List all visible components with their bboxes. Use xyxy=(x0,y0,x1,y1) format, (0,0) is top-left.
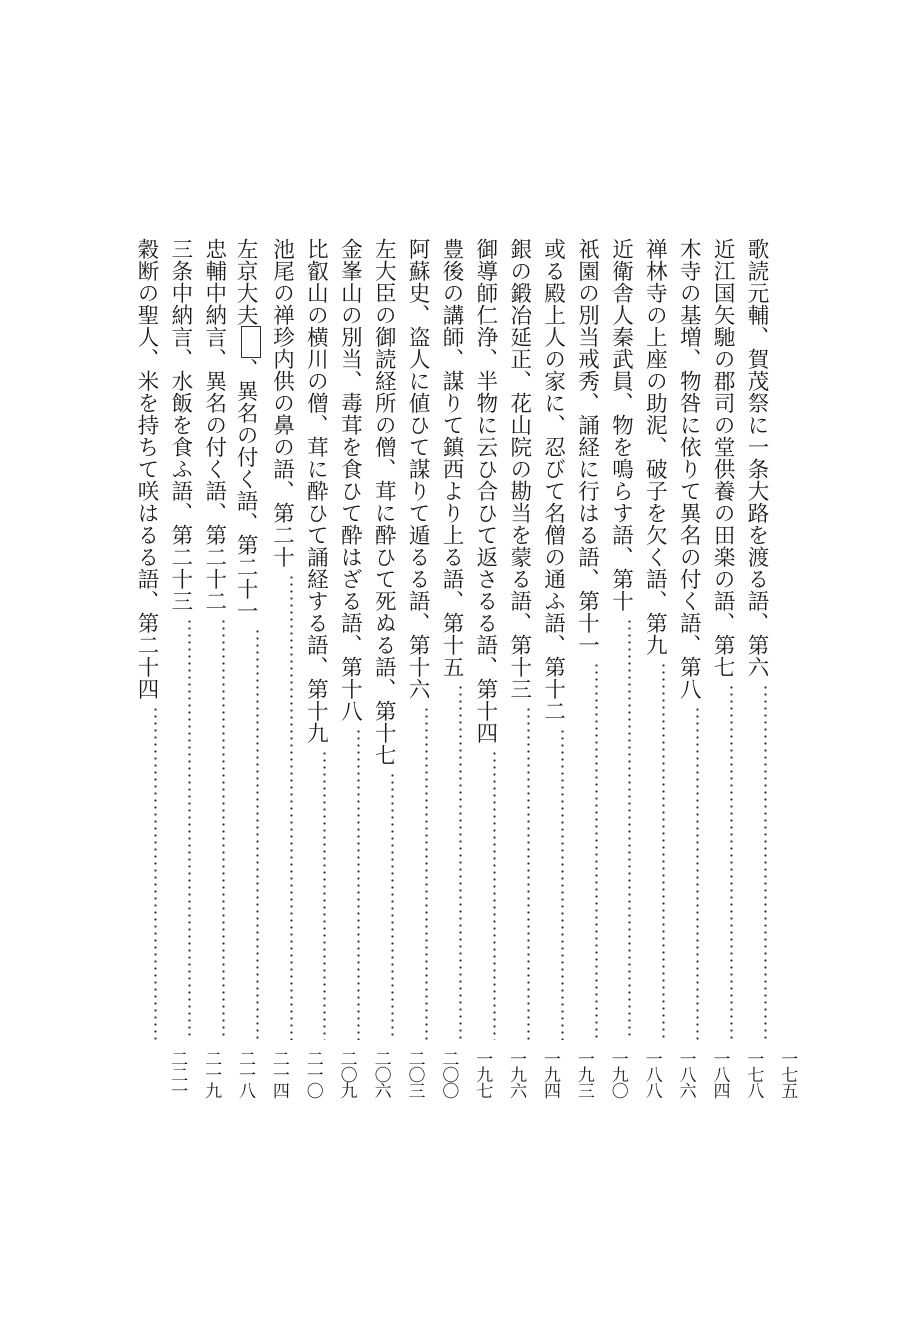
toc-entry-title: 左大臣の御読経所の僧、茸に酔ひて死ぬる語、第十七 xyxy=(371,238,397,766)
toc-entry-page: 一七五 xyxy=(777,1050,798,1098)
toc-entry-title: 祇園の別当戒秀、誦経に行はる語、第十一 xyxy=(574,238,600,656)
toc-entry-page: 一九七 xyxy=(472,1050,493,1098)
toc-entry-title: 木寺の基増、物咎に依りて異名の付く語、第八 xyxy=(676,238,702,700)
dot-leader xyxy=(338,722,361,1050)
dot-leader xyxy=(711,678,734,1050)
toc-entry-title: 御導師仁浄、半物に云ひ合ひて返さるる語、第十四 xyxy=(472,238,498,744)
toc-entry-title: 銀の鍛冶延正、花山院の勘当を蒙る語、第十三 xyxy=(506,238,532,700)
toc-entry-title: 三条中納言、水飯を食ふ語、第二十三 xyxy=(167,238,193,612)
toc-entry-page: 一九六 xyxy=(506,1050,527,1098)
dot-leader xyxy=(270,568,293,1050)
toc-entry-page: 二一八 xyxy=(235,1050,255,1098)
dot-leader xyxy=(372,766,395,1050)
toc-entry-page: 一八四 xyxy=(709,1050,730,1098)
toc-entry-page: 一九三 xyxy=(573,1050,594,1098)
toc-entry-page: 二〇九 xyxy=(336,1050,357,1098)
toc-entry-title: 歌読元輔、賀茂祭に一条大路を渡る語、第六 xyxy=(744,238,769,678)
dot-leader xyxy=(473,744,496,1050)
table-of-contents xyxy=(133,238,798,1098)
toc-entry-title: 或る殿上人の家に、忍びて名僧の通ふ語、第十二 xyxy=(540,238,566,722)
dot-leader xyxy=(609,612,632,1050)
toc-entry-title: 阿蘇史、盗人に値ひて謀りて遁るる語、第十六 xyxy=(405,238,431,700)
dot-leader xyxy=(745,678,768,1050)
toc-entry-page: 一九〇 xyxy=(607,1050,628,1098)
toc-entry-title xyxy=(234,238,262,622)
toc-entry-title: 近衛舎人秦武員、物を鳴らす語、第十 xyxy=(608,238,634,612)
dot-leader xyxy=(677,700,700,1050)
toc-entry-title: 禅林寺の上座の助泥、破子を欠く語、第九 xyxy=(642,238,668,656)
toc-entry-page: 一九四 xyxy=(540,1050,561,1098)
toc-entry-page: 二〇〇 xyxy=(438,1050,459,1098)
toc-entry-page: 二一〇 xyxy=(302,1050,323,1098)
dot-leader xyxy=(304,744,327,1050)
toc-entry[interactable] xyxy=(744,238,798,1098)
dot-leader xyxy=(168,612,191,1050)
toc-entry-page: 二〇六 xyxy=(370,1050,391,1098)
toc-entry-page: 二一九 xyxy=(201,1050,222,1098)
toc-entry-page: 二〇三 xyxy=(404,1050,425,1098)
toc-entry-title: 比叡山の横川の僧、茸に酔ひて誦経する語、第十九 xyxy=(303,238,329,744)
dot-leader xyxy=(406,700,429,1050)
toc-entry-page: 二一四 xyxy=(268,1050,289,1098)
toc-entry-page: 二二一 xyxy=(167,1050,188,1098)
dot-leader xyxy=(507,700,530,1050)
toc-entry-title-after: 、異名の付く語、第二十一 xyxy=(233,358,259,622)
toc-entry-title: 豊後の講師、謀りて鎮西より上る語、第十五 xyxy=(438,238,464,678)
dot-leader xyxy=(236,622,259,1050)
dot-leader xyxy=(541,722,564,1050)
toc-entry-page: 一七八 xyxy=(743,1050,764,1098)
toc-entry-title: 穀断の聖人、米を持ちて咲はるる語、第二十四 xyxy=(133,238,159,700)
dot-leader xyxy=(575,656,598,1050)
toc-entry-title: 金峯山の別当、毒茸を食ひて酔はざる語、第十八 xyxy=(337,238,363,722)
blank-character-box xyxy=(241,326,261,358)
dot-leader xyxy=(439,678,462,1050)
toc-entry-title: 池尾の禅珍内供の鼻の語、第二十 xyxy=(269,238,295,568)
toc-entry-page: 一八六 xyxy=(675,1050,696,1098)
toc-entry-page: 一八八 xyxy=(641,1050,662,1098)
dot-leader xyxy=(134,700,157,1050)
dot-leader xyxy=(643,656,666,1050)
dot-leader xyxy=(202,612,225,1050)
toc-entry-title: 忠輔中納言、異名の付く語、第二十二 xyxy=(201,238,227,612)
toc-entry-title-before: 左京大夫 xyxy=(233,238,259,326)
toc-entry-title: 近江国矢馳の郡司の堂供養の田楽の語、第七 xyxy=(710,238,736,678)
